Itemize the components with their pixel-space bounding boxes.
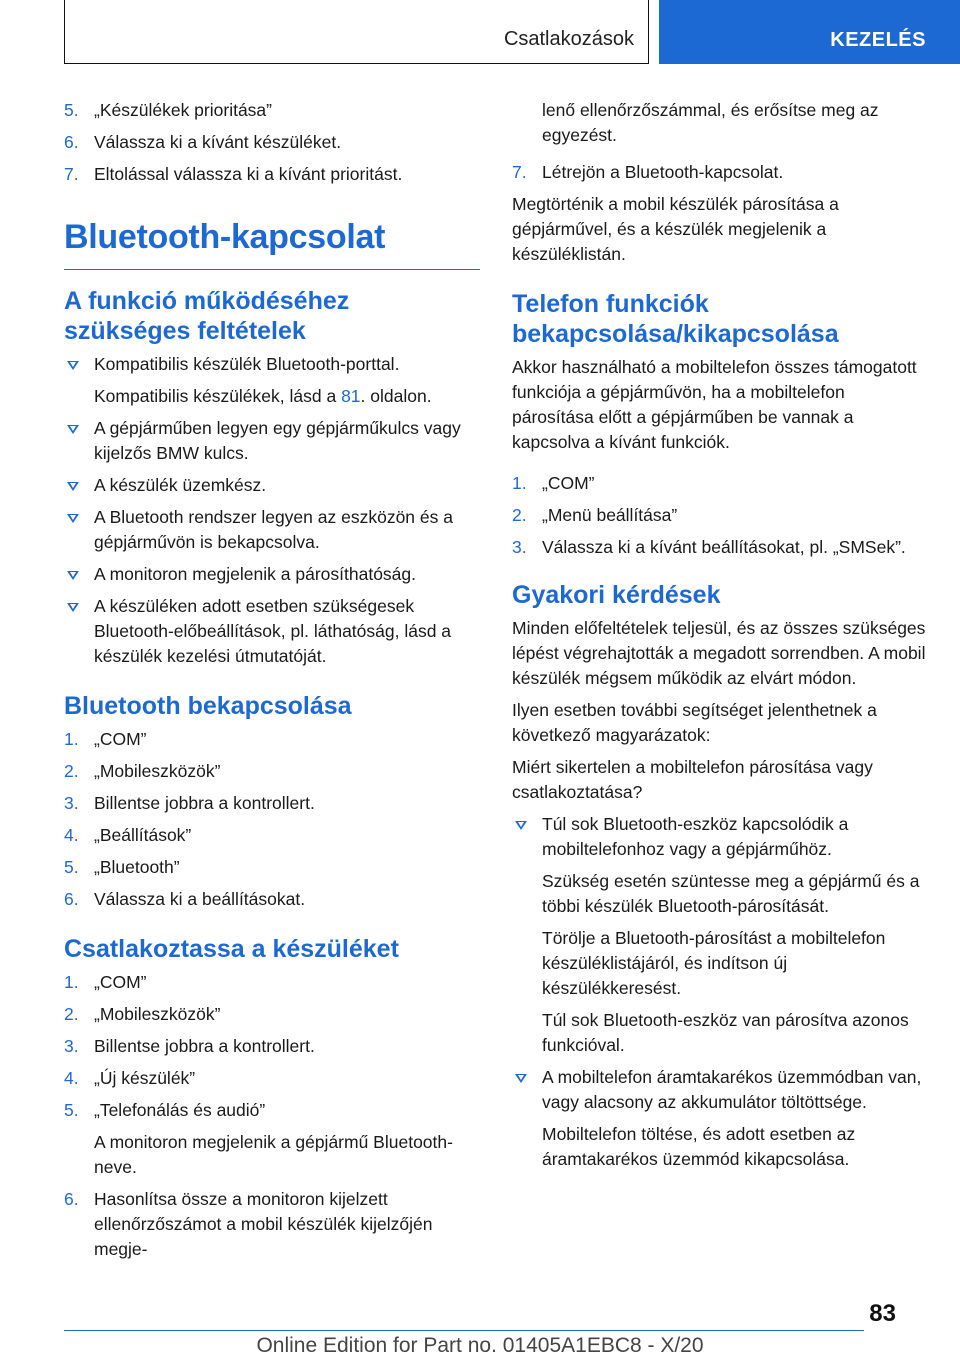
- left-column: [64, 98, 480, 1269]
- bt-on-heading: Bluetooth bekapcsolása: [64, 692, 352, 720]
- connect-steps: [64, 970, 480, 1262]
- list-item: A készüléken adott esetben szükségesek Bluetooth-előbeállítások, pl. láthatóság, lásd a készülék kezelési útmutatóját.: [64, 594, 480, 669]
- list-item: 7. Létrejön a Bluetooth-kapcsolat.: [512, 162, 784, 182]
- list-item: 7. Eltolással válassza ki a kívánt prioritást.: [64, 164, 403, 184]
- list-item: 3. Válassza ki a kívánt beállításokat, pl. „SMSek”.: [512, 537, 906, 557]
- list-item: A Bluetooth rendszer legyen az eszközön és a gépjárművön is bekapcsolva.: [64, 505, 480, 555]
- triangle-bullet-icon: [67, 425, 79, 434]
- triangle-bullet-icon: [67, 571, 79, 580]
- triangle-bullet-icon: [67, 514, 79, 523]
- triangle-bullet-icon: [67, 361, 79, 370]
- header-section-box: [64, 0, 649, 64]
- list-item: 2. „Menü beállítása”: [512, 505, 678, 525]
- prereq-list: [64, 352, 480, 669]
- list-item: A gépjárműben legyen egy gépjárműkulcs vagy kijelzős BMW kulcs.: [64, 416, 480, 466]
- faq-question: Miért sikertelen a mobiltelefon párosítása vagy csatlakoztatása?: [512, 757, 873, 802]
- triangle-bullet-icon: [67, 482, 79, 491]
- list-item: 4. „Beállítások”: [64, 825, 192, 845]
- connect-steps-continued: [512, 98, 928, 185]
- list-item: 3. Billentse jobbra a kontrollert.: [64, 793, 315, 813]
- list-item: Túl sok Bluetooth-eszköz kapcsolódik a mobiltelefonhoz vagy a gépjárműhöz. Szükség esetén szüntesse meg a gépjármű és a többi készülék Bluetooth-párosítását. Törölje a Bluetooth-párosítást a mobiltelefon készüléklistájáról, és indítson új készülékkeresést. Túl sok Bluetooth-eszköz van párosítva azonos funkcióval.: [512, 812, 928, 1058]
- priority-steps: [64, 98, 480, 187]
- list-item: lenő ellenőrzőszámmal, és erősítse meg az egyezést.: [542, 100, 879, 145]
- list-item: 2. „Mobileszközök”: [64, 761, 221, 781]
- phone-functions-text: Akkor használható a mobiltelefon összes támogatott funkciója a gépjárművön, ha a mobiltelefon párosítása előtt a gépjárműben be vannak a kapcsolva a kívánt funkciók.: [512, 357, 917, 452]
- header-tab-label: KEZELÉS: [830, 29, 926, 51]
- footer-divider: [64, 1330, 864, 1331]
- list-item: Kompatibilis készülék Bluetooth-porttal. Kompatibilis készülékek, lásd a 81. oldalon.: [64, 352, 480, 409]
- page-ref-link[interactable]: 81: [341, 386, 361, 406]
- footer-edition: Online Edition for Part no. 01405A1EBC8 - X/20: [256, 1334, 704, 1357]
- list-item: 5. „Telefonálás és audió” A monitoron megjelenik a gépjármű Bluetooth-neve.: [64, 1100, 453, 1177]
- right-column: [512, 98, 928, 1179]
- faq-list: [512, 812, 928, 1172]
- bt-on-steps: [64, 727, 480, 912]
- section-title: Bluetooth-kapcsolat: [64, 217, 480, 270]
- triangle-bullet-icon: [515, 821, 527, 830]
- list-item: 6. Hasonlítsa össze a monitoron kijelzett ellenőrzőszámot a mobil készülék kijelzőjén megje-: [64, 1189, 433, 1259]
- list-item: 3. Billentse jobbra a kontrollert.: [64, 1036, 315, 1056]
- triangle-bullet-icon: [515, 1074, 527, 1083]
- list-item: 2. „Mobileszközök”: [64, 1004, 221, 1024]
- list-item: 6. Válassza ki a kívánt készüléket.: [64, 132, 342, 152]
- list-item: A készülék üzemkész.: [64, 473, 480, 498]
- phone-functions-heading: Telefon funkciók bekapcsolása/kikapcsolása: [512, 290, 839, 348]
- page-number: 83: [869, 1300, 896, 1327]
- list-item: 5. „Készülékek prioritása”: [64, 100, 272, 120]
- list-item: 4. „Új készülék”: [64, 1068, 196, 1088]
- header-tab[interactable]: [659, 0, 960, 64]
- triangle-bullet-icon: [67, 603, 79, 612]
- prereq-heading: A funkció működéséhez szükséges feltételek: [64, 287, 350, 345]
- list-item: 1. „COM”: [64, 729, 147, 749]
- list-item: 1. „COM”: [512, 473, 595, 493]
- faq-heading: Gyakori kérdések: [512, 581, 721, 609]
- phone-steps: [512, 471, 928, 560]
- faq-intro: Minden előfeltételek teljesül, és az összes szükséges lépést végrehajtották a megadott sorrendben. A mobil készülék mégsem működik az elvárt módon.: [512, 618, 926, 688]
- list-item: 6. Válassza ki a beállításokat.: [64, 889, 306, 909]
- list-item: 1. „COM”: [64, 972, 147, 992]
- list-item: 5. „Bluetooth”: [64, 857, 180, 877]
- connect-heading: Csatlakoztassa a készüléket: [64, 935, 399, 963]
- pairing-note: Megtörténik a mobil készülék párosítása a gépjárművel, és a készülék megjelenik a készüléklistán.: [512, 194, 839, 264]
- faq-help: Ilyen esetben további segítséget jelenthetnek a következő magyarázatok:: [512, 700, 877, 745]
- list-item: A mobiltelefon áramtakarékos üzemmódban van, vagy alacsony az akkumulátor töltöttsége. Mobiltelefon töltése, és adott esetben az áramtakarékos üzemmód kikapcsolása.: [512, 1065, 928, 1172]
- header-section-title: Csatlakozások: [503, 28, 634, 50]
- list-item: A monitoron megjelenik a párosíthatóság.: [64, 562, 480, 587]
